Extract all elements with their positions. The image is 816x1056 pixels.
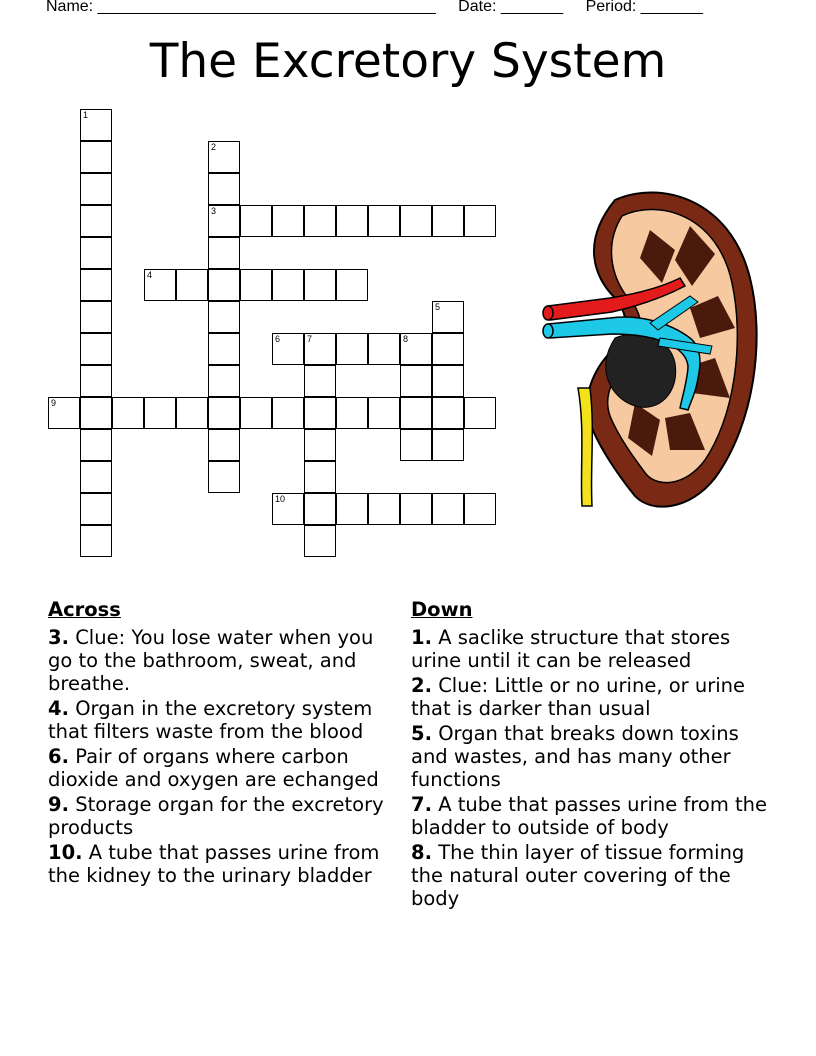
crossword-cell[interactable] bbox=[80, 365, 112, 397]
crossword-cell[interactable] bbox=[144, 269, 176, 301]
artery-opening bbox=[543, 306, 553, 320]
kidney-illustration bbox=[540, 188, 760, 512]
crossword-cell[interactable] bbox=[304, 269, 336, 301]
across-clue bbox=[48, 745, 400, 791]
clue-number: 7. bbox=[411, 793, 432, 816]
across-heading: Across bbox=[48, 598, 121, 621]
clue-number: 1. bbox=[411, 626, 432, 649]
clue-number-label: 7 bbox=[307, 334, 313, 344]
clue-text: Clue: Little or no urine, or urine that is darker than usual bbox=[411, 674, 746, 720]
crossword-cell[interactable] bbox=[464, 205, 496, 237]
crossword-cell[interactable] bbox=[304, 461, 336, 493]
across-clue bbox=[48, 626, 400, 695]
crossword-cell[interactable] bbox=[240, 397, 272, 429]
crossword-cell[interactable] bbox=[80, 397, 112, 429]
crossword-cell[interactable] bbox=[208, 333, 240, 365]
crossword-cell[interactable] bbox=[400, 493, 432, 525]
crossword-cell[interactable] bbox=[208, 173, 240, 205]
across-clues bbox=[48, 598, 400, 889]
down-clue bbox=[411, 841, 776, 910]
crossword-cell[interactable] bbox=[272, 205, 304, 237]
crossword-cell[interactable] bbox=[272, 397, 304, 429]
crossword-cell[interactable] bbox=[80, 237, 112, 269]
clue-number-label: 8 bbox=[403, 334, 409, 344]
across-clue bbox=[48, 793, 400, 839]
crossword-cell[interactable] bbox=[272, 493, 304, 525]
crossword-cell[interactable] bbox=[336, 269, 368, 301]
clue-number: 3. bbox=[48, 626, 69, 649]
crossword-cell[interactable] bbox=[80, 109, 112, 141]
down-clue bbox=[411, 793, 776, 839]
down-clue bbox=[411, 674, 776, 720]
clue-number: 2. bbox=[411, 674, 432, 697]
vein-opening bbox=[543, 324, 553, 338]
crossword-cell[interactable] bbox=[304, 333, 336, 365]
crossword-cell[interactable] bbox=[432, 493, 464, 525]
name-field-label: Name: ______________________________________ bbox=[46, 0, 436, 15]
clue-text: The thin layer of tissue forming the natural outer covering of the body bbox=[411, 841, 745, 910]
down-heading: Down bbox=[411, 598, 473, 621]
crossword-cell[interactable] bbox=[80, 205, 112, 237]
ureter bbox=[578, 388, 592, 506]
crossword-cell[interactable] bbox=[464, 397, 496, 429]
crossword-cell[interactable] bbox=[144, 397, 176, 429]
clue-text: Organ that breaks down toxins and wastes, and has many other functions bbox=[411, 722, 739, 791]
crossword-cell[interactable] bbox=[432, 397, 464, 429]
page-title: The Excretory System bbox=[149, 34, 667, 89]
crossword-cell[interactable] bbox=[176, 269, 208, 301]
crossword-cell[interactable] bbox=[304, 205, 336, 237]
clue-text: Pair of organs where carbon dioxide and oxygen are echanged bbox=[48, 745, 379, 791]
date-field-label: Date: _______ bbox=[458, 0, 564, 15]
crossword-cell[interactable] bbox=[208, 205, 240, 237]
crossword-cell[interactable] bbox=[432, 365, 464, 397]
crossword-cell[interactable] bbox=[400, 205, 432, 237]
crossword-cell[interactable] bbox=[208, 397, 240, 429]
crossword-cell[interactable] bbox=[240, 269, 272, 301]
crossword-cell[interactable] bbox=[336, 397, 368, 429]
crossword-cell[interactable] bbox=[80, 429, 112, 461]
period-field-label: Period: _______ bbox=[585, 0, 704, 15]
across-clue bbox=[48, 697, 400, 743]
crossword-cell[interactable] bbox=[304, 429, 336, 461]
clue-text: Clue: You lose water when you go to the bathroom, sweat, and breathe. bbox=[48, 626, 374, 695]
crossword-cell[interactable] bbox=[80, 301, 112, 333]
crossword-cell[interactable] bbox=[304, 493, 336, 525]
crossword-cell[interactable] bbox=[304, 525, 336, 557]
clue-number-label: 4 bbox=[147, 270, 153, 280]
crossword-cell[interactable] bbox=[208, 365, 240, 397]
crossword-cell[interactable] bbox=[368, 397, 400, 429]
crossword-cell[interactable] bbox=[368, 493, 400, 525]
crossword-cell[interactable] bbox=[272, 333, 304, 365]
down-clues bbox=[411, 598, 776, 912]
crossword-cell[interactable] bbox=[48, 397, 80, 429]
crossword-cell[interactable] bbox=[400, 365, 432, 397]
crossword-cell[interactable] bbox=[208, 141, 240, 173]
crossword-cell[interactable] bbox=[368, 333, 400, 365]
clue-number-label: 9 bbox=[51, 398, 57, 408]
crossword-cell[interactable] bbox=[400, 333, 432, 365]
crossword-cell[interactable] bbox=[400, 397, 432, 429]
clue-number: 5. bbox=[411, 722, 432, 745]
crossword-cell[interactable] bbox=[80, 525, 112, 557]
crossword-cell[interactable] bbox=[208, 461, 240, 493]
crossword-cell[interactable] bbox=[208, 269, 240, 301]
crossword-cell[interactable] bbox=[176, 397, 208, 429]
clue-number-label: 1 bbox=[83, 110, 89, 120]
clue-text: A tube that passes urine from the bladder to outside of body bbox=[411, 793, 768, 839]
crossword-cell[interactable] bbox=[208, 429, 240, 461]
clue-number-label: 3 bbox=[211, 206, 217, 216]
crossword-cell[interactable] bbox=[304, 365, 336, 397]
clue-number: 6. bbox=[48, 745, 69, 768]
crossword-cell[interactable] bbox=[368, 205, 400, 237]
clue-number-label: 10 bbox=[275, 494, 286, 504]
crossword-cell[interactable] bbox=[80, 461, 112, 493]
crossword-cell[interactable] bbox=[240, 205, 272, 237]
clue-number: 9. bbox=[48, 793, 69, 816]
clue-number-label: 5 bbox=[435, 302, 441, 312]
crossword-cell[interactable] bbox=[400, 429, 432, 461]
crossword-cell[interactable] bbox=[80, 269, 112, 301]
crossword-cell[interactable] bbox=[336, 493, 368, 525]
crossword-cell[interactable] bbox=[80, 333, 112, 365]
crossword-cell[interactable] bbox=[304, 397, 336, 429]
clue-number-label: 2 bbox=[211, 142, 217, 152]
crossword-cell[interactable] bbox=[336, 333, 368, 365]
crossword-cell[interactable] bbox=[80, 493, 112, 525]
clue-text: A tube that passes urine from the kidney to the urinary bladder bbox=[48, 841, 380, 887]
crossword-cell[interactable] bbox=[336, 205, 368, 237]
clue-number: 8. bbox=[411, 841, 432, 864]
clue-number: 10. bbox=[48, 841, 83, 864]
crossword-cell[interactable] bbox=[80, 141, 112, 173]
clue-text: Storage organ for the excretory products bbox=[48, 793, 384, 839]
crossword-cell[interactable] bbox=[208, 237, 240, 269]
crossword-cell[interactable] bbox=[80, 173, 112, 205]
crossword-cell[interactable] bbox=[112, 397, 144, 429]
clue-number: 4. bbox=[48, 697, 69, 720]
down-clue bbox=[411, 722, 776, 791]
crossword-cell[interactable] bbox=[272, 269, 304, 301]
crossword-cell[interactable] bbox=[464, 493, 496, 525]
down-clue bbox=[411, 626, 776, 672]
crossword-cell[interactable] bbox=[432, 429, 464, 461]
clue-number-label: 6 bbox=[275, 334, 281, 344]
across-clue bbox=[48, 841, 400, 887]
crossword-cell[interactable] bbox=[432, 205, 464, 237]
clue-text: A saclike structure that stores urine until it can be released bbox=[411, 626, 731, 672]
crossword-cell[interactable] bbox=[432, 301, 464, 333]
crossword-cell[interactable] bbox=[208, 301, 240, 333]
clue-text: Organ in the excretory system that filters waste from the blood bbox=[48, 697, 373, 743]
crossword-cell[interactable] bbox=[432, 333, 464, 365]
